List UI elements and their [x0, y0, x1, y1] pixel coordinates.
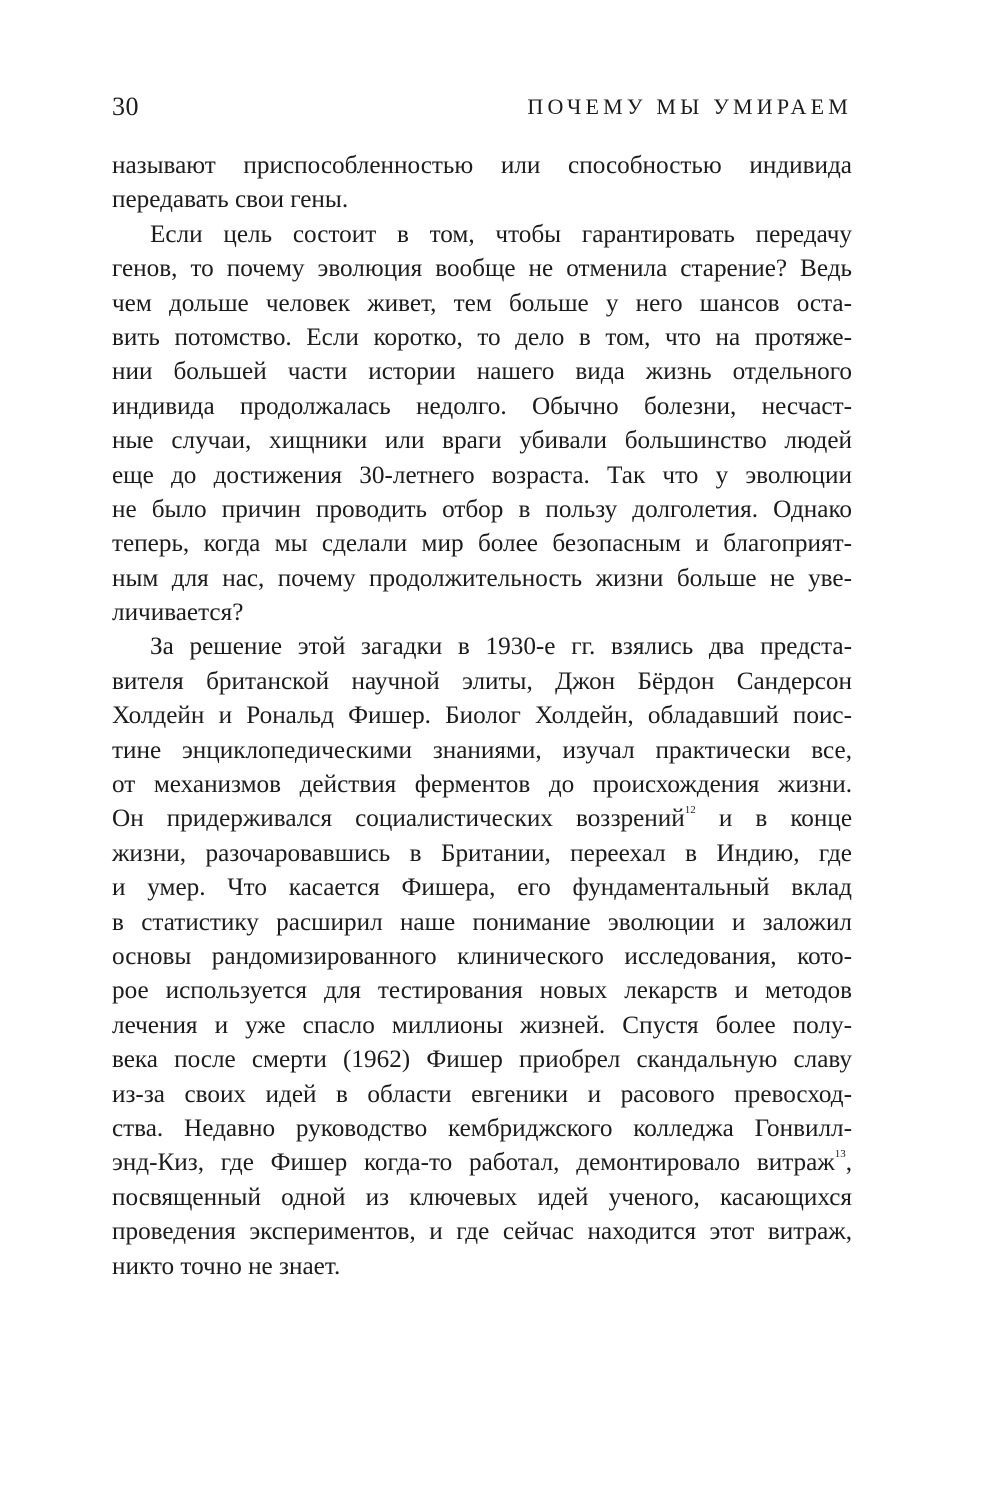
text-line: никто точно не знает. — [112, 1252, 341, 1280]
text-line-with-footnote-12 — [112, 802, 852, 836]
text-line: передавать свои гены. — [112, 186, 349, 214]
footnote-ref-13[interactable]: 13 — [834, 1148, 846, 1161]
text-line: от механизмов действия ферментов до происхождения жизни. — [112, 771, 852, 799]
text-line: Холдейн и Рональд Фишер. Биолог Холдейн, обладавший поис- — [112, 702, 852, 730]
text-line: проведения экспериментов, и где сейчас находится этот витраж, — [112, 1218, 852, 1246]
text-line: из-за своих идей в области евгеники и расового превосход- — [112, 1080, 852, 1108]
text-line: жизни, разочаровавшись в Британии, переехал в Индию, где — [112, 839, 852, 867]
text-fragment: Он придерживался социалистических воззрений — [112, 805, 685, 833]
footnote-ref-12[interactable]: 12 — [684, 804, 696, 817]
text-line: рое используется для тестирования новых лекарств и методов — [112, 977, 852, 1005]
text-line: и умер. Что касается Фишера, его фундаментальный вклад — [112, 874, 852, 902]
paragraph-3 — [112, 630, 852, 1283]
text-line-with-footnote-13 — [112, 1146, 852, 1180]
running-header — [112, 92, 852, 128]
paragraph-2 — [112, 218, 852, 631]
text-line: лечения и уже спасло миллионы жизней. Спустя более полу- — [112, 1011, 852, 1039]
text-line: личивается? — [112, 599, 244, 627]
text-fragment: энд-Киз, где Фишер когда-то работал, демонтировало витраж — [112, 1149, 835, 1177]
text-line: ства. Недавно руководство кембриджского колледжа Гонвилл- — [112, 1114, 852, 1142]
text-line: ным для нас, почему продолжительность жизни больше не уве- — [112, 564, 852, 592]
text-line: вителя британской научной элиты, Джон Бёрдон Сандерсон — [112, 667, 852, 695]
text-line: не было причин проводить отбор в пользу долголетия. Однако — [112, 495, 852, 523]
text-fragment: , — [845, 1149, 852, 1177]
text-line: посвященный одной из ключевых идей ученого, касающихся — [112, 1183, 852, 1211]
text-line: чем дольше человек живет, тем больше у него шансов оста- — [112, 289, 852, 317]
running-title: ПОЧЕМУ МЫ УМИРАЕМ — [527, 94, 852, 119]
text-line: тине энциклопедическими знаниями, изучал практически все, — [112, 736, 852, 764]
text-line: в статистику расширил наше понимание эволюции и заложил — [112, 908, 852, 936]
text-line: За решение этой загадки в 1930-е гг. взялись два предста- — [150, 633, 852, 661]
text-line: века после смерти (1962) Фишер приобрел скандальную славу — [112, 1046, 852, 1074]
body-text — [112, 149, 852, 1284]
text-line: основы рандомизированного клинического исследования, кото- — [112, 942, 852, 970]
page-number: 30 — [112, 92, 139, 121]
text-line: нии большей части истории нашего вида жизнь отдельного — [112, 358, 852, 386]
paragraph-1 — [112, 149, 852, 218]
text-line: ные случаи, хищники или враги убивали большинство людей — [112, 427, 852, 455]
text-line: Если цель состоит в том, чтобы гарантировать передачу — [150, 220, 852, 248]
text-line: называют приспособленностью или способностью индивида — [112, 152, 852, 179]
text-line: генов, то почему эволюция вообще не отменила старение? Ведь — [112, 255, 852, 283]
text-line: теперь, когда мы сделали мир более безопасным и благоприят- — [112, 530, 852, 558]
text-line: вить потомство. Если коротко, то дело в том, что на протяже- — [112, 323, 852, 351]
book-page — [112, 0, 852, 1489]
text-line: еще до достижения 30-летнего возраста. Так что у эволюции — [112, 461, 852, 489]
text-fragment: и в конце — [718, 805, 853, 833]
text-line: индивида продолжалась недолго. Обычно болезни, несчаст- — [112, 392, 852, 420]
